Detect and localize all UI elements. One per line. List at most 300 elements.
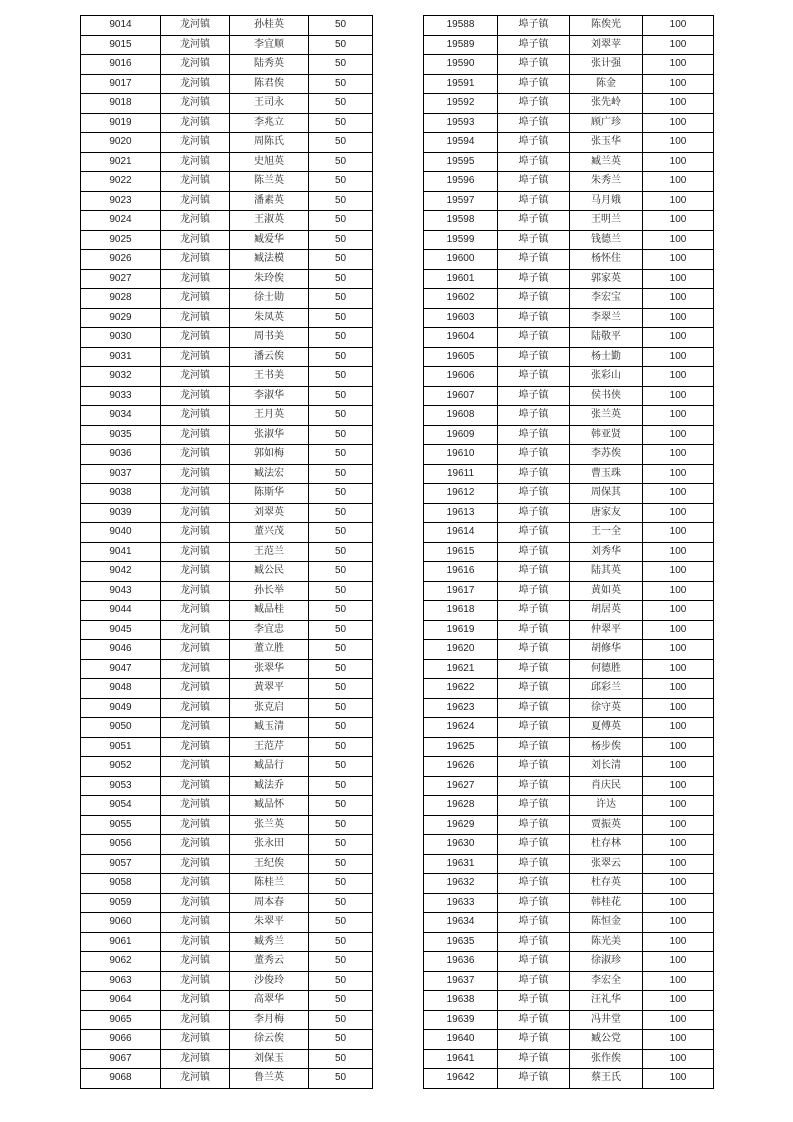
table-row — [81, 386, 373, 406]
name-cell: 侯书侠 — [570, 386, 643, 406]
name-cell: 臧品怀 — [230, 796, 309, 816]
table-row — [424, 640, 714, 660]
id-cell: 9032 — [81, 367, 161, 387]
amount-cell: 100 — [643, 386, 714, 406]
name-cell: 蔡王氏 — [570, 1069, 643, 1089]
town-cell: 埠子镇 — [498, 269, 570, 289]
table-row — [81, 1069, 373, 1089]
name-cell: 钱德兰 — [570, 230, 643, 250]
name-cell: 臧秀兰 — [230, 932, 309, 952]
table-row — [424, 601, 714, 621]
name-cell: 郭如梅 — [230, 445, 309, 465]
town-cell: 龙河镇 — [161, 1049, 230, 1069]
name-cell: 郭家英 — [570, 269, 643, 289]
table-row — [81, 581, 373, 601]
amount-cell: 50 — [309, 815, 373, 835]
town-cell: 龙河镇 — [161, 698, 230, 718]
name-cell: 李宜顺 — [230, 35, 309, 55]
id-cell: 9029 — [81, 308, 161, 328]
name-cell: 张翠云 — [570, 854, 643, 874]
name-cell: 刘秀华 — [570, 542, 643, 562]
id-cell: 19616 — [424, 562, 498, 582]
id-cell: 19603 — [424, 308, 498, 328]
amount-cell: 100 — [643, 776, 714, 796]
amount-cell: 100 — [643, 835, 714, 855]
amount-cell: 50 — [309, 718, 373, 738]
id-cell: 19593 — [424, 113, 498, 133]
amount-cell: 100 — [643, 932, 714, 952]
amount-cell: 50 — [309, 581, 373, 601]
town-cell: 埠子镇 — [498, 952, 570, 972]
amount-cell: 50 — [309, 94, 373, 114]
amount-cell: 100 — [643, 367, 714, 387]
id-cell: 19595 — [424, 152, 498, 172]
town-cell: 龙河镇 — [161, 952, 230, 972]
name-cell: 冯井堂 — [570, 1010, 643, 1030]
town-cell: 龙河镇 — [161, 211, 230, 231]
table-row — [81, 815, 373, 835]
table-row — [81, 835, 373, 855]
table-row — [424, 133, 714, 153]
amount-cell: 100 — [643, 328, 714, 348]
amount-cell: 50 — [309, 932, 373, 952]
town-cell: 龙河镇 — [161, 718, 230, 738]
table-row — [424, 991, 714, 1011]
table-row — [424, 503, 714, 523]
name-cell: 陆其英 — [570, 562, 643, 582]
amount-cell: 50 — [309, 328, 373, 348]
town-cell: 龙河镇 — [161, 1010, 230, 1030]
town-cell: 龙河镇 — [161, 776, 230, 796]
amount-cell: 100 — [643, 913, 714, 933]
name-cell: 臧品行 — [230, 757, 309, 777]
id-cell: 19630 — [424, 835, 498, 855]
town-cell: 埠子镇 — [498, 620, 570, 640]
town-cell: 埠子镇 — [498, 133, 570, 153]
town-cell: 埠子镇 — [498, 74, 570, 94]
amount-cell: 100 — [643, 269, 714, 289]
town-cell: 埠子镇 — [498, 464, 570, 484]
name-cell: 董立胜 — [230, 640, 309, 660]
table-row — [424, 581, 714, 601]
amount-cell: 50 — [309, 1010, 373, 1030]
name-cell: 朱玲俟 — [230, 269, 309, 289]
id-cell: 19608 — [424, 406, 498, 426]
table-row — [81, 113, 373, 133]
amount-cell: 100 — [643, 35, 714, 55]
table-row — [81, 1010, 373, 1030]
table-row — [424, 211, 714, 231]
name-cell: 史旭英 — [230, 152, 309, 172]
name-cell: 张作俟 — [570, 1049, 643, 1069]
name-cell: 臧法宏 — [230, 464, 309, 484]
amount-cell: 50 — [309, 269, 373, 289]
amount-cell: 100 — [643, 113, 714, 133]
table-row — [424, 172, 714, 192]
id-cell: 9016 — [81, 55, 161, 75]
id-cell: 19625 — [424, 737, 498, 757]
town-cell: 埠子镇 — [498, 289, 570, 309]
town-cell: 龙河镇 — [161, 757, 230, 777]
id-cell: 9044 — [81, 601, 161, 621]
town-cell: 龙河镇 — [161, 464, 230, 484]
id-cell: 9048 — [81, 679, 161, 699]
town-cell: 埠子镇 — [498, 835, 570, 855]
id-cell: 19627 — [424, 776, 498, 796]
id-cell: 9034 — [81, 406, 161, 426]
amount-cell: 50 — [309, 1030, 373, 1050]
amount-cell: 50 — [309, 854, 373, 874]
name-cell: 孙桂英 — [230, 16, 309, 36]
name-cell: 刘翠苹 — [570, 35, 643, 55]
amount-cell: 100 — [643, 347, 714, 367]
amount-cell: 50 — [309, 55, 373, 75]
name-cell: 朱秀兰 — [570, 172, 643, 192]
town-cell: 龙河镇 — [161, 932, 230, 952]
table-row — [81, 952, 373, 972]
name-cell: 王司永 — [230, 94, 309, 114]
amount-cell: 50 — [309, 445, 373, 465]
id-cell: 19618 — [424, 601, 498, 621]
id-cell: 19609 — [424, 425, 498, 445]
town-cell: 埠子镇 — [498, 16, 570, 36]
town-cell: 龙河镇 — [161, 542, 230, 562]
table-row — [424, 445, 714, 465]
table-row — [81, 406, 373, 426]
id-cell: 9049 — [81, 698, 161, 718]
id-cell: 9047 — [81, 659, 161, 679]
table-row — [81, 464, 373, 484]
amount-cell: 50 — [309, 308, 373, 328]
id-cell: 19619 — [424, 620, 498, 640]
name-cell: 仲翠平 — [570, 620, 643, 640]
table-row — [81, 425, 373, 445]
table-row — [81, 776, 373, 796]
table-row — [424, 854, 714, 874]
id-cell: 9062 — [81, 952, 161, 972]
town-cell: 龙河镇 — [161, 425, 230, 445]
table-row — [424, 152, 714, 172]
town-cell: 龙河镇 — [161, 796, 230, 816]
town-cell: 埠子镇 — [498, 211, 570, 231]
town-cell: 埠子镇 — [498, 854, 570, 874]
id-cell: 19591 — [424, 74, 498, 94]
amount-cell: 100 — [643, 1030, 714, 1050]
name-cell: 王书美 — [230, 367, 309, 387]
town-cell: 龙河镇 — [161, 620, 230, 640]
name-cell: 王淑英 — [230, 211, 309, 231]
left-table — [80, 15, 373, 1089]
id-cell: 9038 — [81, 484, 161, 504]
id-cell: 9061 — [81, 932, 161, 952]
id-cell: 19600 — [424, 250, 498, 270]
id-cell: 9054 — [81, 796, 161, 816]
name-cell: 徐守英 — [570, 698, 643, 718]
table-row — [81, 308, 373, 328]
id-cell: 9041 — [81, 542, 161, 562]
amount-cell: 100 — [643, 1049, 714, 1069]
amount-cell: 50 — [309, 503, 373, 523]
table-row — [81, 1030, 373, 1050]
amount-cell: 100 — [643, 601, 714, 621]
amount-cell: 50 — [309, 367, 373, 387]
town-cell: 埠子镇 — [498, 581, 570, 601]
id-cell: 19633 — [424, 893, 498, 913]
town-cell: 埠子镇 — [498, 94, 570, 114]
amount-cell: 50 — [309, 971, 373, 991]
amount-cell: 50 — [309, 601, 373, 621]
town-cell: 龙河镇 — [161, 406, 230, 426]
right-table — [423, 15, 714, 1089]
amount-cell: 100 — [643, 874, 714, 894]
amount-cell: 100 — [643, 74, 714, 94]
id-cell: 19639 — [424, 1010, 498, 1030]
id-cell: 19590 — [424, 55, 498, 75]
amount-cell: 100 — [643, 971, 714, 991]
id-cell: 9014 — [81, 16, 161, 36]
town-cell: 埠子镇 — [498, 815, 570, 835]
amount-cell: 50 — [309, 835, 373, 855]
amount-cell: 100 — [643, 952, 714, 972]
town-cell: 埠子镇 — [498, 367, 570, 387]
name-cell: 王月英 — [230, 406, 309, 426]
town-cell: 埠子镇 — [498, 659, 570, 679]
name-cell: 张玉华 — [570, 133, 643, 153]
table-row — [81, 94, 373, 114]
id-cell: 9043 — [81, 581, 161, 601]
id-cell: 9052 — [81, 757, 161, 777]
id-cell: 19642 — [424, 1069, 498, 1089]
id-cell: 9035 — [81, 425, 161, 445]
name-cell: 李宏全 — [570, 971, 643, 991]
table-row — [424, 1010, 714, 1030]
id-cell: 19596 — [424, 172, 498, 192]
table-row — [81, 55, 373, 75]
town-cell: 埠子镇 — [498, 172, 570, 192]
town-cell: 埠子镇 — [498, 893, 570, 913]
amount-cell: 100 — [643, 757, 714, 777]
town-cell: 龙河镇 — [161, 913, 230, 933]
town-cell: 埠子镇 — [498, 874, 570, 894]
id-cell: 9031 — [81, 347, 161, 367]
name-cell: 周保其 — [570, 484, 643, 504]
town-cell: 埠子镇 — [498, 757, 570, 777]
table-row — [81, 367, 373, 387]
amount-cell: 50 — [309, 425, 373, 445]
table-row — [81, 211, 373, 231]
name-cell: 张翠华 — [230, 659, 309, 679]
name-cell: 李宜忠 — [230, 620, 309, 640]
name-cell: 李月梅 — [230, 1010, 309, 1030]
town-cell: 龙河镇 — [161, 250, 230, 270]
amount-cell: 100 — [643, 152, 714, 172]
table-row — [424, 406, 714, 426]
name-cell: 黄翠平 — [230, 679, 309, 699]
table-row — [81, 16, 373, 36]
id-cell: 9066 — [81, 1030, 161, 1050]
town-cell: 埠子镇 — [498, 152, 570, 172]
table-row — [81, 601, 373, 621]
amount-cell: 50 — [309, 16, 373, 36]
id-cell: 9059 — [81, 893, 161, 913]
right-table-body — [424, 16, 714, 1089]
town-cell: 龙河镇 — [161, 523, 230, 543]
name-cell: 韩亚贤 — [570, 425, 643, 445]
id-cell: 19607 — [424, 386, 498, 406]
name-cell: 何德胜 — [570, 659, 643, 679]
name-cell: 张兰英 — [230, 815, 309, 835]
id-cell: 9040 — [81, 523, 161, 543]
name-cell: 朱翠平 — [230, 913, 309, 933]
id-cell: 19624 — [424, 718, 498, 738]
name-cell: 臧品桂 — [230, 601, 309, 621]
table-row — [424, 1069, 714, 1089]
town-cell: 龙河镇 — [161, 172, 230, 192]
amount-cell: 100 — [643, 55, 714, 75]
amount-cell: 50 — [309, 74, 373, 94]
amount-cell: 50 — [309, 191, 373, 211]
table-row — [81, 874, 373, 894]
town-cell: 龙河镇 — [161, 971, 230, 991]
id-cell: 19635 — [424, 932, 498, 952]
table-row — [81, 620, 373, 640]
town-cell: 龙河镇 — [161, 152, 230, 172]
amount-cell: 50 — [309, 893, 373, 913]
town-cell: 埠子镇 — [498, 737, 570, 757]
id-cell: 9020 — [81, 133, 161, 153]
table-row — [424, 230, 714, 250]
id-cell: 19640 — [424, 1030, 498, 1050]
name-cell: 周陈氏 — [230, 133, 309, 153]
town-cell: 埠子镇 — [498, 562, 570, 582]
id-cell: 9065 — [81, 1010, 161, 1030]
name-cell: 陈金 — [570, 74, 643, 94]
name-cell: 张彩山 — [570, 367, 643, 387]
id-cell: 19589 — [424, 35, 498, 55]
table-row — [81, 718, 373, 738]
amount-cell: 50 — [309, 113, 373, 133]
name-cell: 周书美 — [230, 328, 309, 348]
name-cell: 张计强 — [570, 55, 643, 75]
table-row — [81, 152, 373, 172]
table-row — [424, 386, 714, 406]
name-cell: 杨步俟 — [570, 737, 643, 757]
name-cell: 朱凤英 — [230, 308, 309, 328]
table-row — [81, 1049, 373, 1069]
table-row — [424, 542, 714, 562]
id-cell: 19597 — [424, 191, 498, 211]
table-row — [81, 893, 373, 913]
name-cell: 陈桂兰 — [230, 874, 309, 894]
id-cell: 9037 — [81, 464, 161, 484]
town-cell: 龙河镇 — [161, 581, 230, 601]
amount-cell: 50 — [309, 874, 373, 894]
table-row — [424, 913, 714, 933]
amount-cell: 100 — [643, 581, 714, 601]
id-cell: 9039 — [81, 503, 161, 523]
amount-cell: 100 — [643, 1069, 714, 1089]
amount-cell: 50 — [309, 133, 373, 153]
name-cell: 臧兰英 — [570, 152, 643, 172]
town-cell: 龙河镇 — [161, 74, 230, 94]
id-cell: 19636 — [424, 952, 498, 972]
table-row — [81, 932, 373, 952]
town-cell: 龙河镇 — [161, 328, 230, 348]
amount-cell: 50 — [309, 679, 373, 699]
name-cell: 董兴茂 — [230, 523, 309, 543]
name-cell: 陈兰英 — [230, 172, 309, 192]
name-cell: 李兆立 — [230, 113, 309, 133]
town-cell: 埠子镇 — [498, 386, 570, 406]
town-cell: 埠子镇 — [498, 1069, 570, 1089]
id-cell: 9067 — [81, 1049, 161, 1069]
table-row — [424, 757, 714, 777]
town-cell: 龙河镇 — [161, 601, 230, 621]
id-cell: 19588 — [424, 16, 498, 36]
table-row — [81, 991, 373, 1011]
town-cell: 埠子镇 — [498, 113, 570, 133]
name-cell: 黄如英 — [570, 581, 643, 601]
amount-cell: 50 — [309, 523, 373, 543]
town-cell: 埠子镇 — [498, 406, 570, 426]
table-row — [81, 971, 373, 991]
town-cell: 龙河镇 — [161, 854, 230, 874]
id-cell: 9056 — [81, 835, 161, 855]
amount-cell: 100 — [643, 94, 714, 114]
name-cell: 臧玉清 — [230, 718, 309, 738]
table-row — [81, 796, 373, 816]
name-cell: 李宏宝 — [570, 289, 643, 309]
town-cell: 龙河镇 — [161, 113, 230, 133]
name-cell: 刘翠英 — [230, 503, 309, 523]
table-row — [81, 503, 373, 523]
town-cell: 埠子镇 — [498, 55, 570, 75]
amount-cell: 100 — [643, 1010, 714, 1030]
name-cell: 徐云俟 — [230, 1030, 309, 1050]
town-cell: 龙河镇 — [161, 367, 230, 387]
amount-cell: 50 — [309, 347, 373, 367]
id-cell: 9050 — [81, 718, 161, 738]
id-cell: 19614 — [424, 523, 498, 543]
id-cell: 9058 — [81, 874, 161, 894]
id-cell: 9024 — [81, 211, 161, 231]
name-cell: 张永田 — [230, 835, 309, 855]
table-row — [424, 893, 714, 913]
table-row — [424, 16, 714, 36]
amount-cell: 100 — [643, 289, 714, 309]
table-row — [81, 659, 373, 679]
table-row — [81, 347, 373, 367]
name-cell: 徐淑珍 — [570, 952, 643, 972]
id-cell: 19592 — [424, 94, 498, 114]
name-cell: 臧公民 — [230, 562, 309, 582]
amount-cell: 50 — [309, 620, 373, 640]
name-cell: 杜存林 — [570, 835, 643, 855]
name-cell: 陈俟光 — [570, 16, 643, 36]
name-cell: 王纪俟 — [230, 854, 309, 874]
table-row — [424, 562, 714, 582]
amount-cell: 50 — [309, 172, 373, 192]
amount-cell: 50 — [309, 659, 373, 679]
town-cell: 龙河镇 — [161, 893, 230, 913]
table-row — [424, 874, 714, 894]
amount-cell: 50 — [309, 1069, 373, 1089]
name-cell: 杜存英 — [570, 874, 643, 894]
id-cell: 9045 — [81, 620, 161, 640]
id-cell: 19628 — [424, 796, 498, 816]
amount-cell: 50 — [309, 484, 373, 504]
id-cell: 9053 — [81, 776, 161, 796]
